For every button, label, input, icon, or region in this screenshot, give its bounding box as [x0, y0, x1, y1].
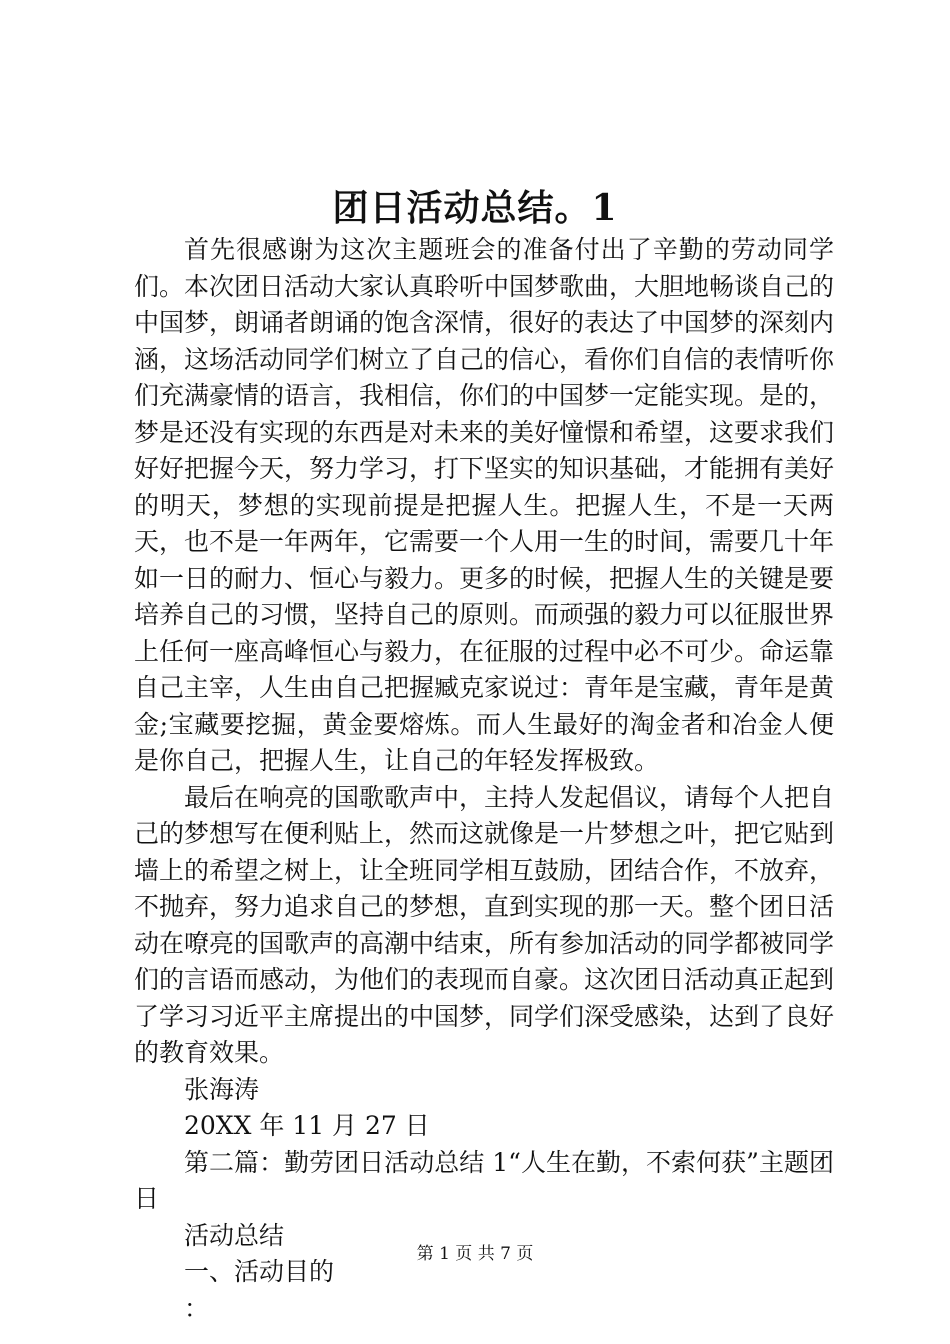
- page-number-footer: 第 1 页 共 7 页: [416, 1244, 534, 1264]
- next-article-subheading: 活动总结: [184, 1220, 285, 1250]
- section-heading-purpose: 一、活动目的: [184, 1257, 335, 1286]
- next-article-heading: 第二篇：勤劳团日活动总结 1“人生在勤，不索何获”主题团日: [134, 1147, 834, 1213]
- document-title: 团日活动总结。1: [332, 187, 618, 229]
- document-date: 20XX 年 11 月 27 日: [184, 1111, 430, 1140]
- author-name: 张海涛: [184, 1074, 260, 1104]
- trailing-colon: ：: [184, 1293, 210, 1323]
- document-body: [134, 232, 834, 1327]
- paragraph-2: 最后在响亮的国歌歌声中，主持人发起倡议，请每个人把自己的梦想写在便利贴上，然而这就像是一片梦想之叶，把它贴到墙上的希望之树上，让全班同学相互鼓励，团结合作，不放弃，不抛弃，努力追求自己的梦想，直到实现的那一天。整个团日活动在嘹亮的国歌声的高潮中结束，所有参加活动的同学都被同学们的言语而感动，为他们的表现而自豪。这次团日活动真正起到了学习习近平主席提出的中国梦，同学们深受感染，达到了良好的教育效果。: [134, 782, 835, 1067]
- paragraph-1: 首先很感谢为这次主题班会的准备付出了辛勤的劳动同学们。本次团日活动大家认真聆听中国梦歌曲，大胆地畅谈自己的中国梦，朗诵者朗诵的饱含深情，很好的表达了中国梦的深刻内涵，这场活动同学们树立了自己的信心，看你们自信的表情听你们充满豪情的语言，我相信，你们的中国梦一定能实现。是的，梦是还没有实现的东西是对未来的美好憧憬和希望，这要求我们好好把握今天，努力学习，打下坚实的知识基础，才能拥有美好的明天，梦想的实现前提是把握人生。把握人生，不是一天两天，也不是一年两年，它需要一个人用一生的时间，需要几十年如一日的耐力、恒心与毅力。更多的时候，把握人生的关键是要培养自己的习惯，坚持自己的原则。而顽强的毅力可以征服世界上任何一座高峰恒心与毅力，在征服的过程中必不可少。命运靠自己主宰，人生由自己把握臧克家说过：青年是宝藏，青年是黄金;宝藏要挖掘，黄金要熔炼。而人生最好的淘金者和冶金人便是你自己，把握人生，让自己的年轻发挥极致。: [134, 235, 835, 775]
